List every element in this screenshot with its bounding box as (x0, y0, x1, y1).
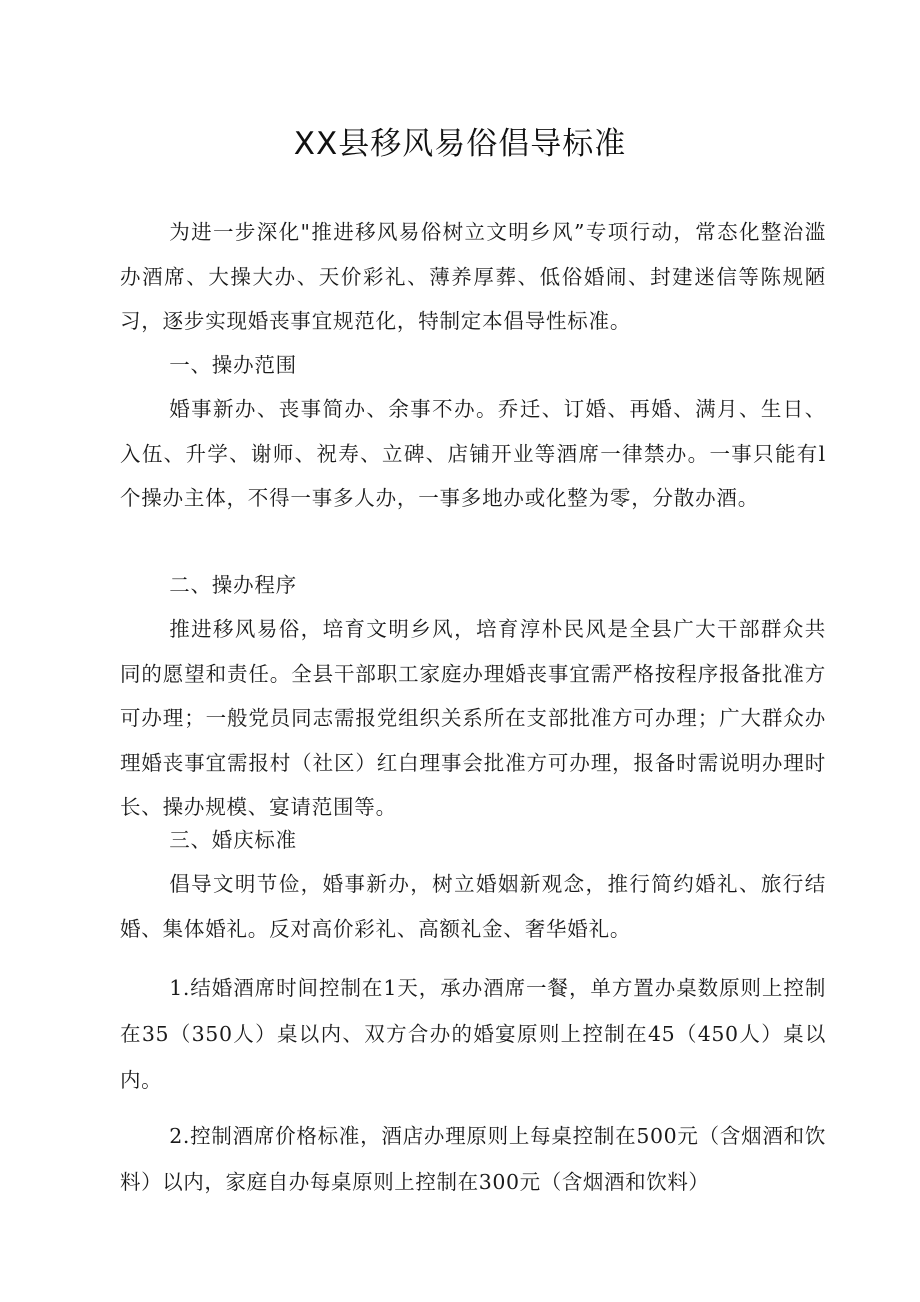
section-heading-procedure: 二、操办程序 (169, 573, 297, 597)
section-text-procedure: 推进移风易俗，培育文明乡风，培育淳朴民风是全县广大干部群众共同的愿望和责任。全县干部职工家庭办理婚丧事宜需严格按程序报备批准方可办理；一般党员同志需报党组织关系所在支部批准方可办理；广大群众办理婚丧事宜需报村（社区）红白理事会批准方可办理，报备时需说明办理时长、操办规模、宴请范围等。 (120, 617, 826, 819)
intro-paragraph: 为进一步深化"推进移风易俗树立文明乡风”专项行动，常态化整治滥办酒席、大操大办、天价彩礼、薄养厚葬、低俗婚闹、封建迷信等陈规陋习，逐步实现婚丧事宜规范化，特制定本倡导性标准。 (120, 220, 826, 333)
list-item-wedding-banquet: 1.结婚酒席时间控制在1天，承办酒席一餐，单方置办桌数原则上控制在35（350人）桌以内、双方合办的婚宴原则上控制在45（450人）桌以内。 (120, 976, 826, 1092)
section-text-wedding: 倡导文明节俭，婚事新办，树立婚姻新观念，推行简约婚礼、旅行结婚、集体婚礼。反对高价彩礼、高额礼金、奢华婚礼。 (120, 872, 826, 941)
section-heading-scope: 一、操办范围 (169, 353, 297, 377)
list-item-banquet-price: 2.控制酒席价格标准，酒店办理原则上每桌控制在500元（含烟酒和饮料）以内，家庭自办每桌原则上控制在300元（含烟酒和饮料） (120, 1124, 826, 1194)
section-heading-wedding: 三、婚庆标准 (169, 828, 297, 852)
section-text-scope: 婚事新办、丧事简办、余事不办。乔迁、订婚、再婚、满月、生日、入伍、升学、谢师、祝寿、立碑、店铺开业等酒席一律禁办。一事只能有l个操办主体，不得一事多人办，一事多地办或化整为零，分散办酒。 (120, 397, 826, 510)
document-title: XX县移风易俗倡导标准 (293, 126, 627, 162)
